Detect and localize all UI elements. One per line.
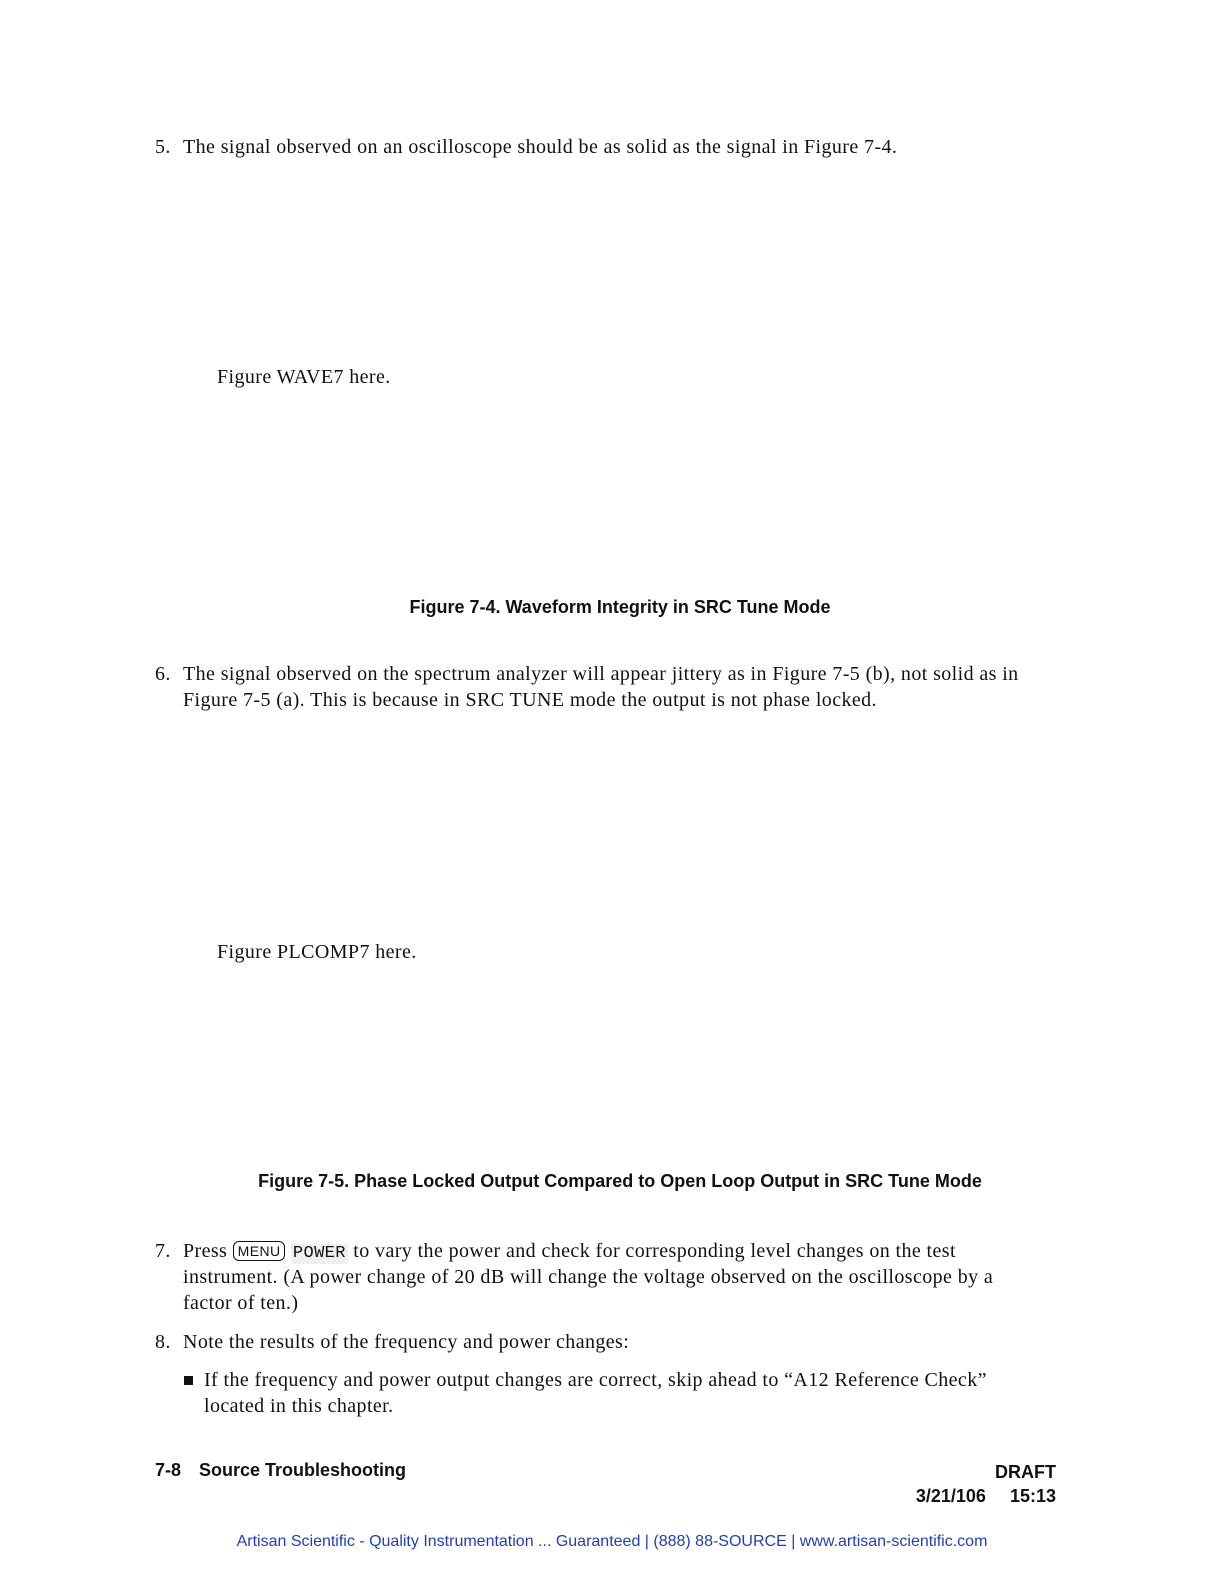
figure-caption-7-5: Figure 7-5. Phase Locked Output Compared to Open Loop Output in SRC Tune Mode <box>258 1171 982 1191</box>
step-number: 5. <box>155 136 171 158</box>
step-number: 7. <box>155 1240 171 1262</box>
figure-placeholder-plcomp7: Figure PLCOMP7 here. <box>217 941 417 963</box>
step-7 <box>155 1238 1035 1316</box>
step-5 <box>155 134 1035 160</box>
step-text: Note the results of the frequency and power changes: <box>183 1331 630 1353</box>
draft-time: 15:13 <box>1009 1486 1056 1506</box>
step-text <box>183 1238 1035 1316</box>
figure-placeholder-wave7: Figure WAVE7 here. <box>217 366 391 388</box>
bullet-square-icon <box>184 1376 193 1385</box>
figure-caption-7-4: Figure 7-4. Waveform Integrity in SRC Tune Mode <box>409 597 831 617</box>
step-7-body: to vary the power and check for corresponding level changes on the test instrument. (A power change of 20 dB will change the voltage observed on the oscilloscope by a factor of ten.) <box>183 1240 994 1314</box>
artisan-watermark: Artisan Scientific - Quality Instrumentation ... Guaranteed | (888) 88-SOURCE | www.artisan-scientific.com <box>236 1533 988 1550</box>
power-softkey: POWER <box>292 1244 346 1263</box>
step-text: The signal observed on the spectrum analyzer will appear jittery as in Figure 7-5 (b), not solid as in Figure 7-5 (a). This is because in SRC TUNE mode the output is not phase locked. <box>183 663 1019 711</box>
draft-timestamp <box>916 1484 1056 1508</box>
draft-label: DRAFT <box>995 1462 1056 1482</box>
step-6 <box>155 661 1035 713</box>
page-footer-left <box>155 1460 406 1481</box>
page-number: 7-8 <box>155 1460 182 1480</box>
section-title: Source Troubleshooting <box>199 1460 407 1480</box>
press-word: Press <box>183 1240 228 1262</box>
step-text: The signal observed on an oscilloscope should be as solid as the signal in Figure 7-4. <box>183 136 898 158</box>
bullet-item: If the frequency and power output changes are correct, skip ahead to “A12 Reference Check” located in this chapter. <box>204 1369 987 1417</box>
page-footer-right <box>916 1460 1056 1508</box>
step-number: 8. <box>155 1331 171 1353</box>
menu-hardkey: MENU <box>233 1241 286 1261</box>
step-8 <box>155 1329 1035 1355</box>
step-number: 6. <box>155 663 171 685</box>
draft-date: 3/21/106 <box>915 1486 986 1506</box>
